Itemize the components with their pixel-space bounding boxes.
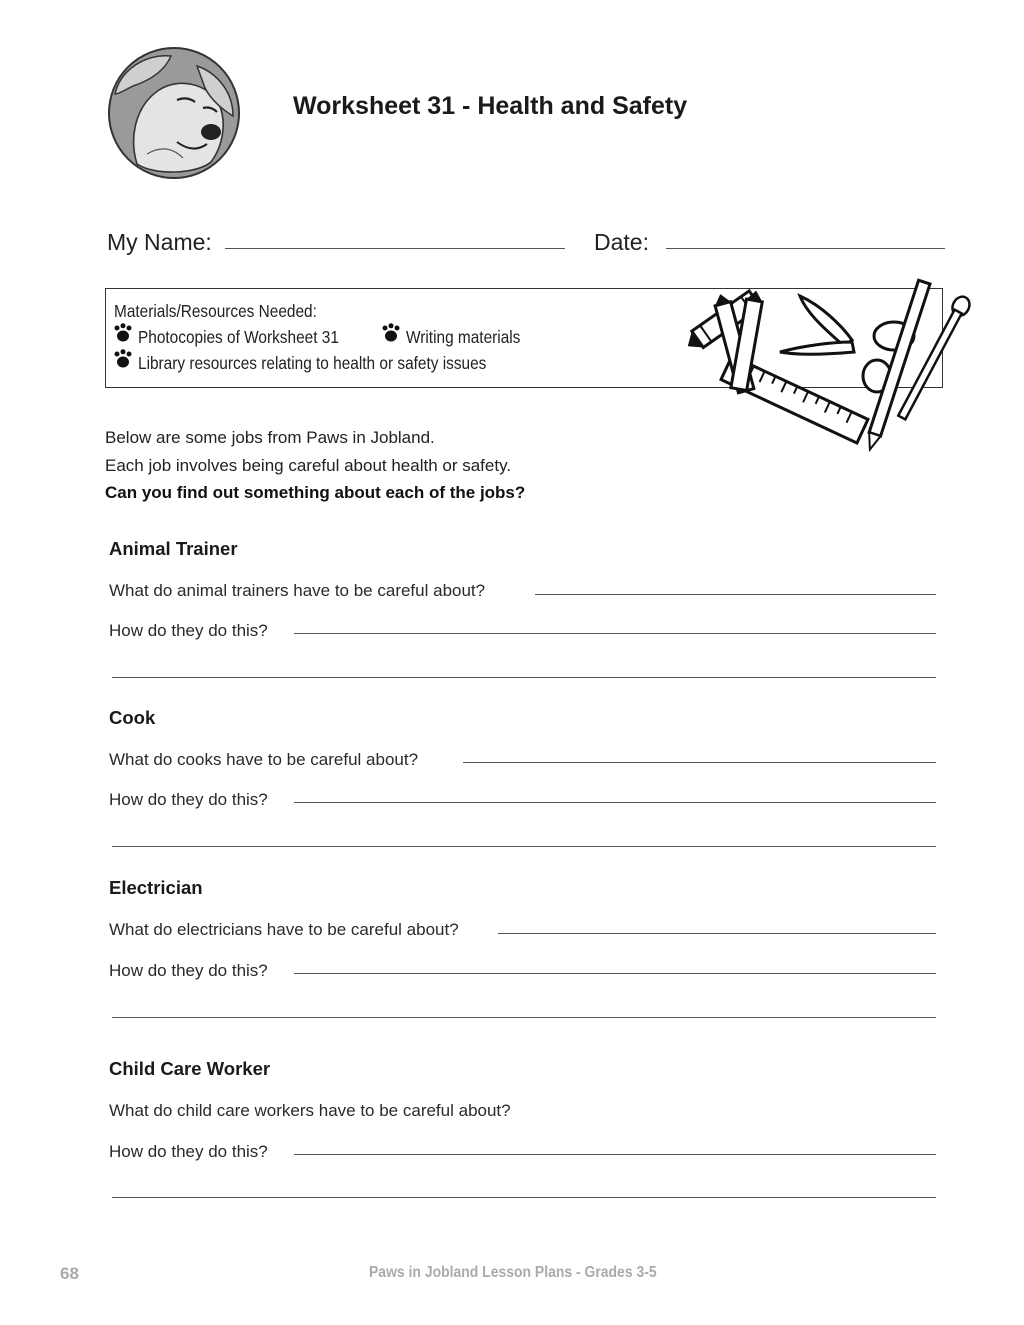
question-how: How do they do this? bbox=[109, 961, 268, 980]
question-how: How do they do this? bbox=[109, 790, 268, 809]
name-label: My Name: bbox=[107, 229, 212, 255]
question-careful: What do cooks have to be careful about? bbox=[109, 750, 419, 769]
school-supplies-icon bbox=[672, 276, 980, 454]
answer-line[interactable] bbox=[112, 1017, 936, 1018]
date-field[interactable] bbox=[666, 248, 945, 249]
question-careful: What do electricians have to be careful about? bbox=[109, 920, 459, 939]
answer-line[interactable] bbox=[112, 1197, 936, 1198]
job-title: Animal Trainer bbox=[109, 538, 238, 559]
answer-line[interactable] bbox=[294, 973, 936, 974]
footer-text: Paws in Jobland Lesson Plans - Grades 3-5 bbox=[369, 1264, 657, 1281]
date-label: Date: bbox=[594, 229, 649, 255]
paw-print-icon bbox=[381, 323, 401, 343]
paw-print-icon bbox=[113, 349, 133, 369]
answer-line[interactable] bbox=[294, 1154, 936, 1155]
page-number: 68 bbox=[60, 1264, 79, 1283]
question-careful: What do child care workers have to be careful about? bbox=[109, 1101, 511, 1120]
intro-line: Below are some jobs from Paws in Jobland. bbox=[105, 428, 435, 447]
materials-item: Writing materials bbox=[406, 327, 521, 347]
materials-item: Library resources relating to health or safety issues bbox=[138, 353, 487, 373]
materials-heading: Materials/Resources Needed: bbox=[114, 301, 317, 321]
job-title: Cook bbox=[109, 707, 156, 728]
answer-line[interactable] bbox=[535, 594, 936, 595]
answer-line[interactable] bbox=[498, 933, 936, 934]
page-title: Worksheet 31 - Health and Safety bbox=[293, 92, 688, 120]
job-title: Child Care Worker bbox=[109, 1058, 271, 1079]
answer-line[interactable] bbox=[294, 633, 936, 634]
job-title: Electrician bbox=[109, 877, 203, 898]
puppy-face-icon bbox=[107, 46, 241, 180]
question-how: How do they do this? bbox=[109, 1142, 268, 1161]
intro-line: Each job involves being careful about health or safety. bbox=[105, 456, 512, 475]
materials-item: Photocopies of Worksheet 31 bbox=[138, 327, 339, 347]
answer-line[interactable] bbox=[294, 802, 936, 803]
name-field[interactable] bbox=[225, 248, 565, 249]
answer-line[interactable] bbox=[463, 762, 936, 763]
answer-line[interactable] bbox=[112, 677, 936, 678]
question-how: How do they do this? bbox=[109, 621, 268, 640]
question-careful: What do animal trainers have to be careful about? bbox=[109, 581, 486, 600]
paw-print-icon bbox=[113, 323, 133, 343]
answer-line[interactable] bbox=[112, 846, 936, 847]
intro-question: Can you find out something about each of the jobs? bbox=[105, 483, 526, 502]
